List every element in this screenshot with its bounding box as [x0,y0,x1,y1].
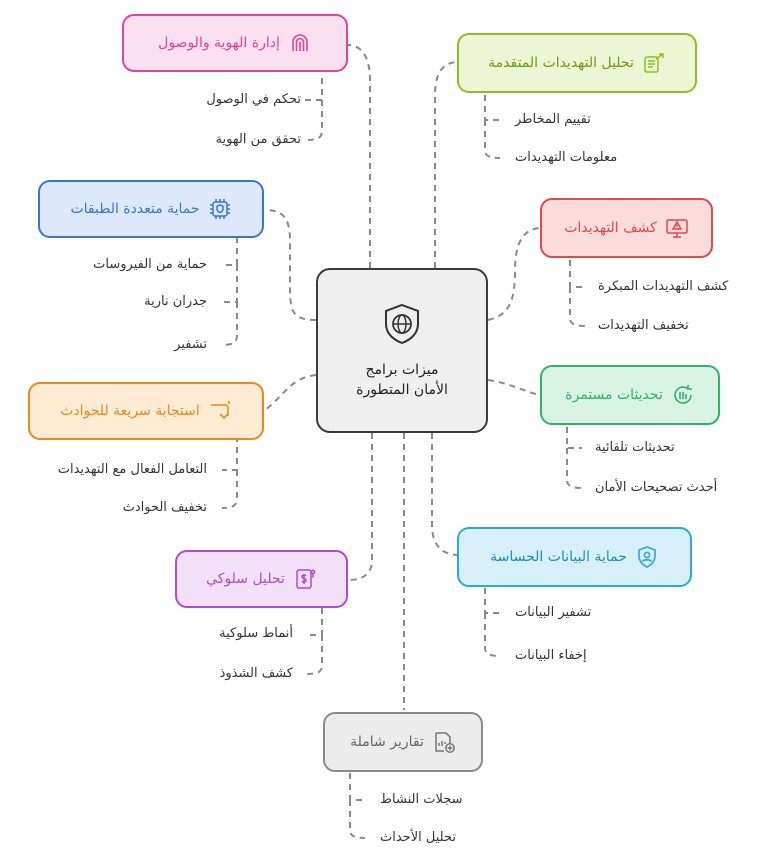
list-item: كشف الشذوذ [219,666,293,681]
list-item: سجلات النشاط [380,792,463,807]
list-item: حماية من الفيروسات [93,257,207,272]
list-item: تشفير [174,337,207,352]
fingerprint-icon [288,31,312,55]
node-incident-response[interactable] [28,382,264,440]
list-item: تشفير البيانات [515,605,592,620]
node-advanced-threat-analysis-title: تحليل التهديدات المتقدمة [488,55,634,71]
refresh-doc-icon [671,383,695,407]
node-threat-detection-title: كشف التهديدات [564,220,657,236]
chip-shield-icon [208,197,232,221]
list-item: تحقق من الهوية [215,132,301,147]
node-sensitive-data-protection[interactable] [457,527,692,587]
node-behavioral-analysis[interactable] [175,550,348,608]
list-item: تحليل الأحداث [380,830,456,845]
list-item: تحديثات تلقائية [595,440,675,455]
list-item: أنماط سلوكية [219,626,293,641]
report-add-icon [432,730,456,754]
shield-globe-icon [380,302,424,346]
node-incident-response-title: استجابة سريعة للحوادث [60,403,200,419]
alert-arrow-icon [208,399,232,423]
node-behavioral-analysis-title: تحليل سلوكي [206,571,285,587]
analysis-icon [642,51,666,75]
node-identity-access[interactable] [122,14,348,72]
list-item: تخفيف التهديدات [598,318,689,333]
monitor-warning-icon [665,216,689,240]
node-sensitive-data-protection-title: حماية البيانات الحساسة [490,549,627,565]
node-threat-detection[interactable] [540,198,713,258]
node-identity-access-title: إدارة الهوية والوصول [158,35,280,51]
list-item: جدران نارية [144,294,207,309]
central-topic-node[interactable] [316,268,488,433]
central-topic-line1: ميزات برامج [365,361,439,378]
central-topic-line2: الأمان المتطورة [356,381,448,398]
list-item: أحدث تصحيحات الأمان [595,480,718,495]
list-item: التعامل الفعال مع التهديدات [57,462,207,477]
list-item: تخفيف الحوادث [122,500,207,515]
node-multilayer-protection[interactable] [38,180,264,238]
user-shield-icon [635,545,659,569]
list-item: تقييم المخاطر [515,112,591,127]
node-continuous-updates[interactable] [540,365,720,425]
node-multilayer-protection-title: حماية متعددة الطبقات [70,201,200,217]
node-comprehensive-reports-title: تقارير شاملة [350,734,424,750]
list-item: إخفاء البيانات [515,648,587,663]
node-advanced-threat-analysis[interactable] [457,33,697,93]
node-continuous-updates-title: تحديثات مستمرة [565,387,663,403]
list-item: كشف التهديدات المبكرة [598,279,729,294]
list-item: تحكم في الوصول [206,92,301,107]
behavior-doc-icon [293,567,317,591]
list-item: معلومات التهديدات [515,150,618,165]
node-comprehensive-reports[interactable] [323,712,483,772]
